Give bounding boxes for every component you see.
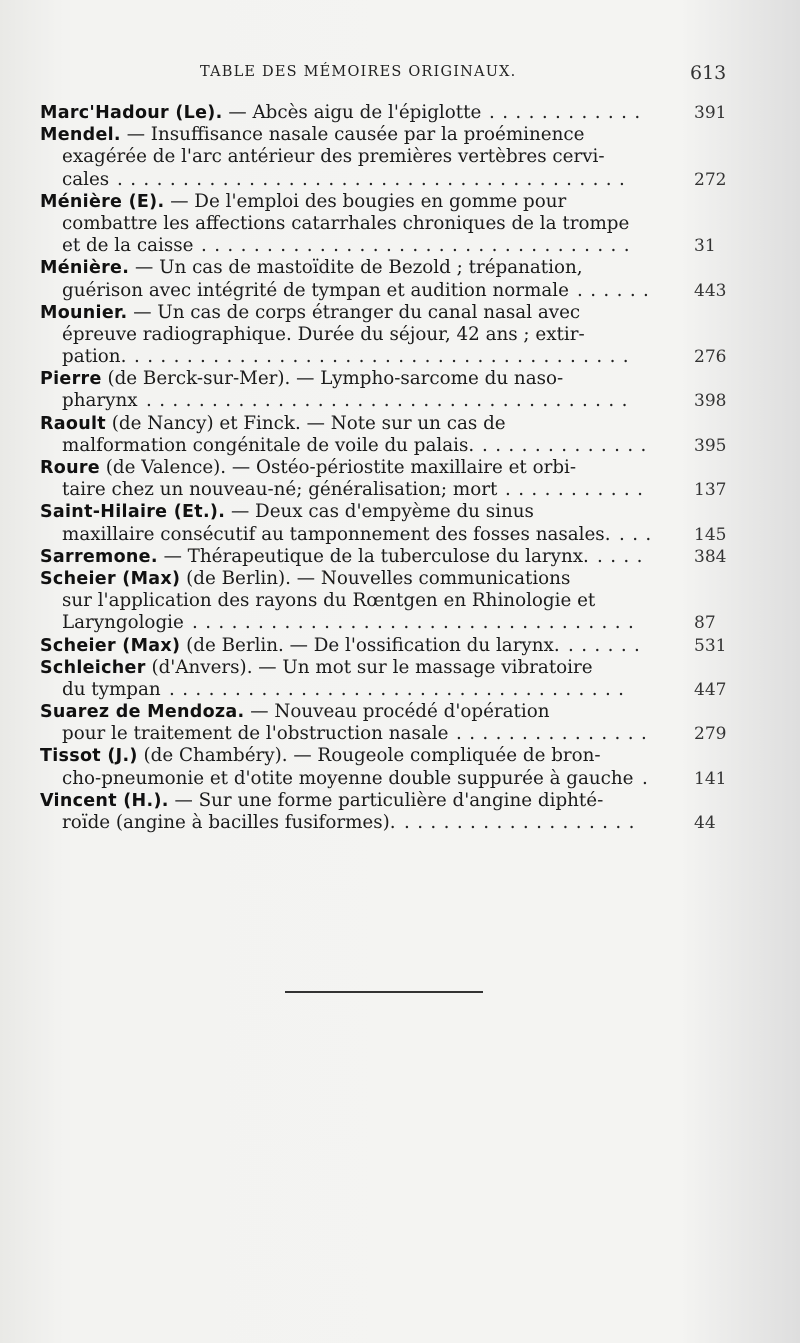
author-name: Vincent (H.).: [40, 790, 169, 811]
page-reference: 44: [694, 813, 716, 833]
entry-text: [40, 302, 580, 324]
dot-leader: ...: [619, 523, 659, 545]
entry-line: [0, 590, 800, 612]
entry-line: [0, 124, 800, 146]
entry-title-text: — Thérapeutique de la tuberculose du larynx.: [163, 545, 589, 567]
index-entry: [0, 568, 800, 635]
entry-title-text: — Un cas de mastoïdite de Bezold ; trépanation,: [134, 257, 583, 279]
entry-text: [62, 524, 611, 546]
entry-title-text: — Sur une forme particulière d'angine diphté-: [174, 789, 604, 811]
entry-line: [0, 723, 800, 745]
entry-line: [0, 324, 800, 346]
entry-line: [0, 457, 800, 479]
entry-line: [0, 213, 800, 235]
page-reference: 279: [694, 724, 727, 745]
page-reference: 141: [694, 768, 727, 789]
entry-line: [0, 390, 800, 412]
entry-text: [40, 790, 603, 812]
author-name: Scheier (Max): [40, 568, 181, 589]
dot-leader: .....................................: [146, 390, 635, 412]
page-reference: 384: [694, 546, 727, 567]
entry-text: [40, 102, 481, 124]
entry-line: [0, 146, 800, 168]
page-number: 613: [690, 62, 727, 84]
index-entry: [0, 302, 800, 369]
entry-title-text: sur l'application des rayons du Rœntgen en Rhinologie et: [62, 590, 596, 612]
entry-text: [40, 568, 570, 590]
index-entry: [0, 635, 800, 657]
author-name: Roure: [40, 458, 100, 478]
entry-title-text: du tympan: [62, 678, 161, 700]
entry-line: [0, 169, 800, 191]
author-name: Mounier.: [40, 302, 128, 323]
entry-text: [40, 745, 601, 767]
dot-leader: ...........: [505, 479, 651, 501]
entry-title-text: cho-pneumonie et d'otite moyenne double suppurée à gauche: [62, 767, 634, 789]
entry-text: [40, 501, 534, 523]
entry-text: [40, 191, 566, 213]
entry-title-text: et de la caisse: [62, 235, 194, 257]
entry-text: [62, 612, 184, 634]
entry-text: [40, 257, 583, 279]
entry-text: [40, 701, 550, 723]
dot-leader: .............: [482, 434, 654, 456]
running-head: [0, 62, 800, 86]
entry-text: [62, 235, 193, 257]
dot-leader: .................................: [201, 235, 637, 257]
entry-line: [0, 413, 800, 435]
author-name: Ménière (E).: [40, 191, 165, 212]
entry-line: [0, 524, 800, 546]
entry-text: [40, 635, 560, 657]
entry-line: [0, 790, 800, 812]
entry-text: [62, 590, 595, 612]
index-entry: [0, 745, 800, 789]
page-reference: 272: [694, 169, 727, 190]
index-entry: [0, 457, 800, 501]
entry-text: [40, 124, 584, 146]
dot-leader: ...................................: [169, 678, 632, 700]
entry-line: [0, 257, 800, 279]
entry-title-text: taire chez un nouveau-né; généralisation; mort: [62, 479, 498, 501]
entry-title-text: (de Nancy) et Finck. — Note sur un cas de: [111, 412, 506, 434]
running-title: TABLE DES MÉMOIRES ORIGINAUX.: [200, 64, 517, 80]
entry-title-text: maxillaire consécutif au tamponnement des fosses nasales.: [62, 523, 611, 545]
author-name: Schleicher: [40, 657, 146, 678]
entry-title-text: — Deux cas d'empyème du sinus: [230, 501, 534, 523]
entry-title-text: roïde (angine à bacilles fusiformes).: [62, 812, 396, 833]
page-reference: 137: [694, 480, 727, 501]
index-entry: [0, 546, 800, 568]
entry-line: [0, 612, 800, 634]
entry-text: [62, 324, 585, 346]
entry-title-text: pharynx: [62, 390, 138, 412]
entry-line: [0, 701, 800, 723]
author-name: Saint-Hilaire (Et.).: [40, 502, 226, 523]
entry-title-text: guérison avec intégrité de tympan et audition normale: [62, 279, 569, 301]
entry-line: [0, 280, 800, 302]
author-name: Pierre: [40, 369, 102, 390]
author-name: Suarez de Mendoza.: [40, 702, 245, 723]
entry-title-text: — Abcès aigu de l'épiglotte: [228, 102, 482, 123]
entry-text: [40, 457, 576, 479]
entry-line: [0, 102, 800, 124]
index-entry: [0, 501, 800, 545]
entry-title-text: — Nouveau procédé d'opération: [250, 701, 550, 723]
entry-text: [40, 368, 563, 390]
entry-title-text: pation.: [62, 346, 127, 368]
index-entry: [0, 102, 800, 124]
index-entry: [0, 790, 800, 834]
entry-line: [0, 546, 800, 568]
entry-title-text: — Insuffisance nasale causée par la proéminence: [126, 124, 585, 146]
entry-line: [0, 235, 800, 257]
entry-title-text: (de Berlin. — De l'ossification du larynx.: [186, 634, 560, 656]
entry-line: [0, 745, 800, 767]
author-name: Scheier (Max): [40, 635, 181, 656]
dot-leader: ..................: [404, 812, 642, 833]
entry-title-text: combattre les affections catarrhales chroniques de la trompe: [62, 212, 630, 234]
entry-text: [62, 768, 634, 790]
index-entry: [0, 701, 800, 745]
entry-line: [0, 635, 800, 657]
page-reference: 31: [694, 236, 716, 257]
entry-text: [40, 546, 589, 568]
dot-leader: ............: [489, 102, 648, 123]
page-reference: 276: [694, 347, 727, 368]
page-reference: 391: [694, 103, 727, 123]
entry-text: [62, 723, 448, 745]
entry-text: [62, 679, 161, 701]
dot-leader: ......................................: [134, 346, 637, 368]
entry-title-text: pour le traitement de l'obstruction nasale: [62, 723, 449, 745]
entry-line: [0, 435, 800, 457]
entry-title-text: (de Berlin). — Nouvelles communications: [186, 567, 571, 589]
entry-line: [0, 657, 800, 679]
dot-leader: ..................................: [192, 612, 642, 634]
index-entry: [0, 124, 800, 191]
page-reference: 443: [694, 280, 727, 301]
entry-line: [0, 768, 800, 790]
entry-title-text: (d'Anvers). — Un mot sur le massage vibratoire: [151, 656, 593, 678]
author-name: Tissot (J.): [40, 746, 138, 767]
page-reference: 531: [694, 635, 727, 656]
show-through-text: [0, 830, 800, 1250]
entry-title-text: — De l'emploi des bougies en gomme pour: [170, 190, 567, 212]
entry-line: [0, 501, 800, 523]
entry-text: [62, 213, 629, 235]
index-entry: [0, 368, 800, 412]
index-entry: [0, 657, 800, 701]
dot-leader: ...............: [456, 723, 655, 745]
page-reference: 398: [694, 391, 727, 412]
page-reference: 395: [694, 435, 727, 456]
entry-line: [0, 346, 800, 368]
entry-title-text: malformation congénitale de voile du palais.: [62, 434, 475, 456]
entry-text: [62, 169, 109, 191]
entry-title-text: épreuve radiographique. Durée du séjour, 42 ans ; extir-: [62, 323, 585, 345]
entry-text: [40, 413, 506, 435]
index-entry: [0, 413, 800, 457]
page-reference: 145: [694, 524, 727, 545]
entry-text: [62, 479, 497, 501]
entry-line: [0, 679, 800, 701]
entry-title-text: (de Berck-sur-Mer). — Lympho-sarcome du naso-: [107, 368, 564, 390]
entry-title-text: exagérée de l'arc antérieur des premières vertèbres cervi-: [62, 146, 605, 168]
page-reference: 447: [694, 679, 727, 700]
index-entry: [0, 257, 800, 301]
dot-leader: ......: [568, 634, 648, 656]
entry-line: [0, 302, 800, 324]
index-entries: [0, 102, 800, 834]
author-name: Mendel.: [40, 125, 121, 146]
author-name: Raoult: [40, 413, 106, 434]
dot-leader: .......................................: [117, 168, 633, 190]
page-reference: 87: [694, 613, 716, 634]
author-name: Sarremone.: [40, 546, 158, 567]
entry-title-text: (de Valence). — Ostéo-périostite maxillaire et orbi-: [105, 457, 577, 478]
entry-line: [0, 568, 800, 590]
dot-leader: .: [642, 767, 656, 789]
entry-text: [62, 280, 569, 302]
entry-title-text: Laryngologie: [62, 612, 184, 634]
dot-leader: ......: [577, 279, 657, 301]
entry-line: [0, 368, 800, 390]
entry-title-text: cales: [62, 168, 110, 190]
entry-text: [62, 346, 126, 368]
author-name: Ménière.: [40, 258, 130, 279]
dot-leader: ....: [597, 545, 650, 567]
entry-text: [62, 390, 138, 412]
entry-title-text: — Un cas de corps étranger du canal nasal avec: [133, 301, 581, 323]
author-name: Marc'Hadour (Le).: [40, 103, 223, 123]
entry-text: [40, 657, 593, 679]
entry-text: [62, 146, 605, 168]
entry-text: [62, 435, 474, 457]
entry-line: [0, 191, 800, 213]
index-entry: [0, 191, 800, 258]
entry-line: [0, 479, 800, 501]
entry-title-text: (de Chambéry). — Rougeole compliquée de bron-: [143, 745, 601, 767]
